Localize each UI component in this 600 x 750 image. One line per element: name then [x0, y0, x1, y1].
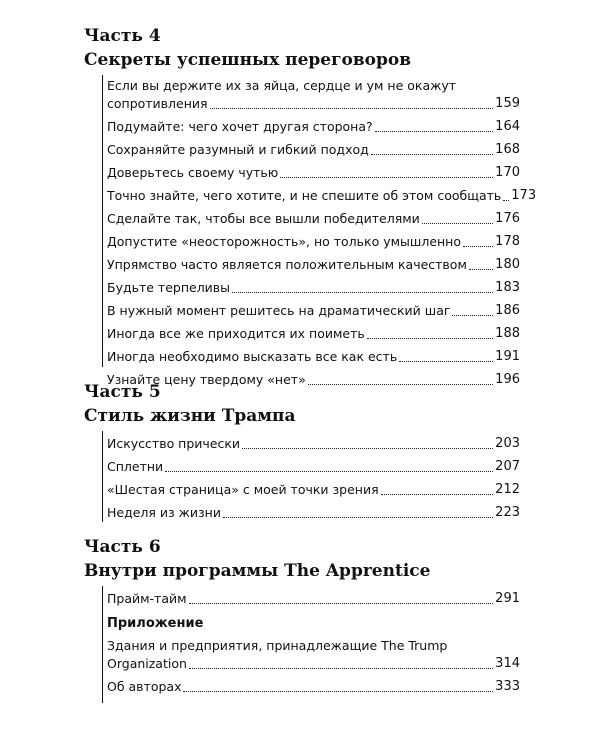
toc-page-number: 180 [495, 257, 520, 272]
toc-page-number: 186 [495, 303, 520, 318]
dot-leader [367, 338, 493, 339]
toc-entry-text: Сохраняйте разумный и гибкий подход [107, 142, 369, 157]
toc-entry[interactable] [107, 252, 520, 275]
dot-leader [399, 361, 493, 362]
toc-page-number: 188 [495, 326, 520, 341]
toc-entry-text: Подумайте: чего хочет другая сторона? [107, 119, 373, 134]
dot-leader [232, 292, 493, 293]
toc-entry-text: Иногда необходимо высказать все как есть [107, 349, 398, 364]
toc-page-number: 203 [495, 436, 520, 451]
toc-entry[interactable] [107, 137, 520, 160]
dot-leader [165, 471, 493, 472]
part-6-section [84, 536, 520, 703]
toc-page-number: 176 [495, 211, 520, 226]
toc-page-number: 173 [511, 188, 537, 203]
part-4-section [84, 25, 537, 387]
toc-entry-text: сопротивления [107, 96, 208, 111]
dot-leader [381, 494, 494, 495]
toc-entry-text: В нужный момент решитесь на драматический шаг [107, 303, 451, 318]
toc-entry-text: Иногда все же приходится их поиметь [107, 326, 365, 341]
toc-page-number: 183 [495, 280, 520, 295]
dot-leader [210, 108, 494, 109]
toc-entry-text: Organization [107, 656, 187, 671]
toc-entry[interactable] [107, 75, 520, 114]
toc-entry-text: Прайм-тайм [107, 591, 187, 606]
toc-entry[interactable] [107, 321, 520, 344]
toc-entry-text: Сплетни [107, 459, 164, 474]
dot-leader [223, 517, 493, 518]
part-title: Внутри программы The Apprentice [84, 561, 431, 581]
toc-entry[interactable] [107, 183, 537, 206]
toc-entry[interactable] [107, 635, 520, 674]
toc-entry-text: Будьте терпеливы [107, 280, 231, 295]
toc-entry[interactable] [107, 275, 520, 298]
dot-leader [503, 200, 509, 201]
dot-leader [189, 668, 493, 669]
toc-entry-text: Допустите «неосторожность», но только умышленно [107, 234, 462, 249]
toc-page-number: 159 [495, 96, 520, 111]
toc-entry[interactable] [107, 114, 520, 137]
toc-entry-text: Искусство прически [107, 436, 241, 451]
toc-page-number: 291 [495, 591, 520, 606]
toc-entry[interactable] [107, 298, 520, 321]
toc-page-number: 333 [495, 679, 520, 694]
part-label: Часть 6 [84, 537, 161, 557]
table-of-contents [84, 25, 537, 717]
toc-entry-text: Доверьтесь своему чутью [107, 165, 279, 180]
part-5-section [84, 381, 520, 522]
dot-leader [469, 269, 493, 270]
part-label: Часть 4 [84, 26, 161, 46]
dot-leader [452, 315, 493, 316]
toc-page-number: 212 [495, 482, 520, 497]
dot-leader [280, 177, 493, 178]
toc-page-number: 168 [495, 142, 520, 157]
toc-entry-text: Узнайте цену твердому «нет» [107, 372, 306, 387]
toc-entry[interactable] [107, 344, 520, 367]
toc-page-number: 170 [495, 165, 520, 180]
toc-entry[interactable] [107, 229, 520, 252]
toc-page-number: 314 [495, 656, 520, 671]
toc-entries [102, 586, 520, 703]
dot-leader [463, 246, 493, 247]
toc-entry[interactable] [107, 586, 520, 609]
appendix-heading: Приложение [107, 616, 204, 631]
toc-entry-text: Неделя из жизни [107, 505, 221, 520]
toc-entry-text: Упрямство часто является положительным качеством [107, 257, 467, 272]
part-title: Секреты успешных переговоров [84, 50, 412, 70]
toc-entry-text: Об авторах [107, 679, 182, 694]
dot-leader [371, 154, 493, 155]
toc-entry[interactable] [107, 206, 520, 229]
part-title: Стиль жизни Трампа [84, 406, 296, 426]
toc-page-number: 164 [495, 119, 520, 134]
toc-entry-text: Точно знайте, чего хотите, и не спешите об этом сообщать [107, 188, 502, 203]
dot-leader [242, 448, 493, 449]
toc-entries [102, 431, 520, 522]
toc-entry[interactable] [107, 477, 520, 500]
part-label: Часть 5 [84, 382, 161, 402]
dot-leader [308, 384, 493, 385]
toc-entry[interactable] [107, 500, 520, 523]
toc-page-number: 178 [495, 234, 520, 249]
toc-entry[interactable] [107, 367, 520, 390]
dot-leader [183, 691, 493, 692]
toc-page-number: 223 [495, 505, 520, 520]
dot-leader [189, 603, 494, 604]
dot-leader [422, 223, 493, 224]
toc-page-number: 196 [495, 372, 520, 387]
toc-entry[interactable] [107, 454, 520, 477]
toc-page-number: 207 [495, 459, 520, 474]
toc-entry-text: «Шестая страница» с моей точки зрения [107, 482, 379, 497]
toc-entries [102, 75, 537, 387]
toc-entry[interactable] [107, 431, 520, 454]
toc-entry-text: Сделайте так, чтобы все вышли победителями [107, 211, 420, 226]
toc-entry[interactable] [107, 160, 520, 183]
toc-entry-text-line1: Если вы держите их за яйца, сердце и ум не окажут [107, 78, 457, 93]
toc-entry-text-line1: Здания и предприятия, принадлежащие The Trump [107, 638, 448, 653]
toc-entry[interactable] [107, 674, 520, 697]
toc-page-number: 191 [495, 349, 520, 364]
dot-leader [375, 131, 494, 132]
